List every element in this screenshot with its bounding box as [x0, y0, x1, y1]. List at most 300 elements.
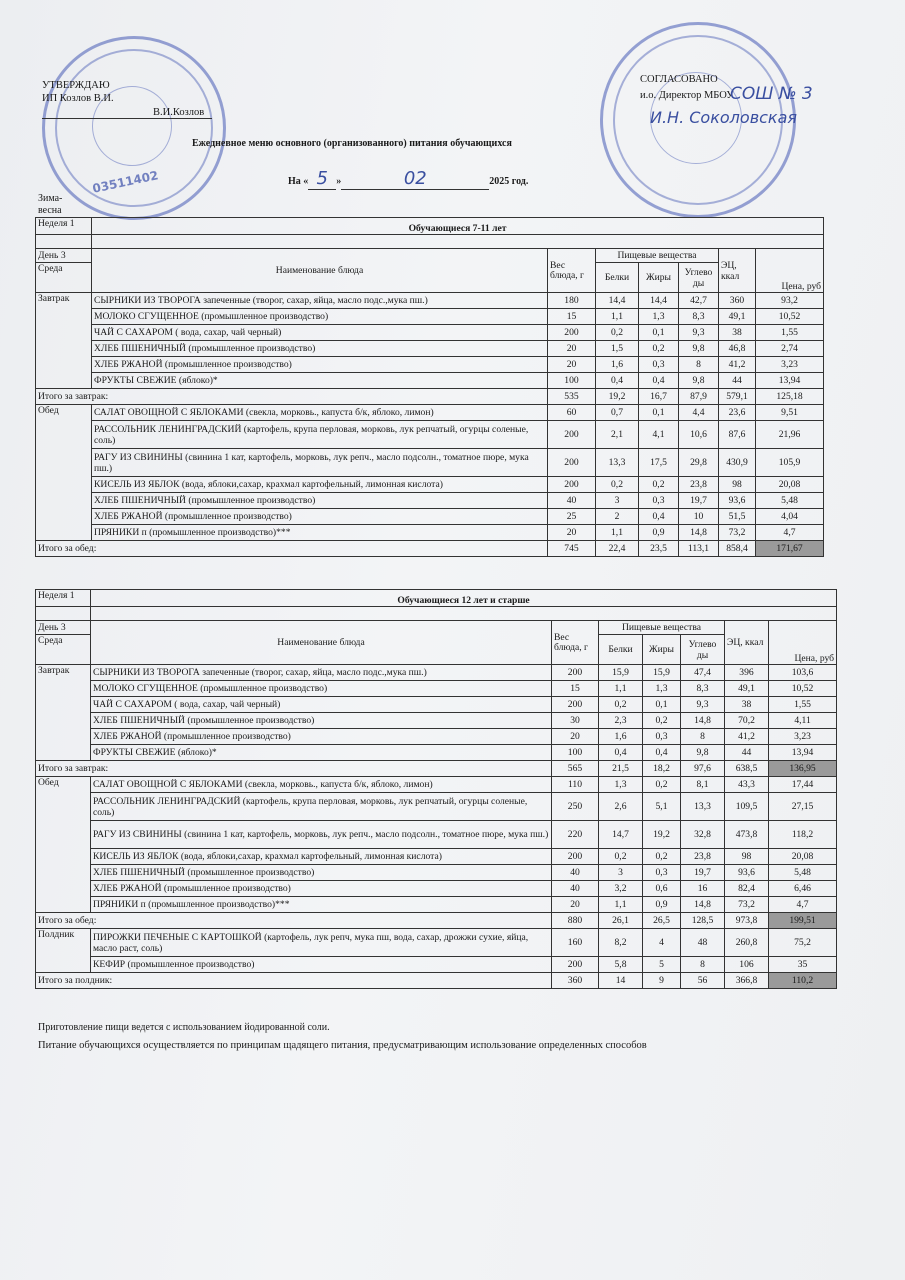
total-weight: 535 [548, 389, 596, 405]
dish-name: КИСЕЛЬ ИЗ ЯБЛОК (вода, яблоки,сахар, крахмал картофельный, лимонная кислота) [92, 477, 548, 493]
dish-weight: 40 [552, 881, 599, 897]
total-weight: 565 [552, 761, 599, 777]
dish-name: КЕФИР (промышленное производство) [91, 957, 552, 973]
dish-price: 21,96 [756, 421, 824, 449]
approved-label: УТВЕРЖДАЮ [42, 80, 110, 91]
table-row [36, 493, 824, 509]
total-energy: 366,8 [725, 973, 769, 989]
col-nutrients: Пищевые вещества [596, 249, 719, 263]
dish-name: ХЛЕБ РЖАНОЙ (промышленное производство) [92, 357, 548, 373]
dish-carbs: 32,8 [681, 821, 725, 849]
table-row [36, 373, 824, 389]
table-row [36, 309, 824, 325]
total-carbs: 97,6 [681, 761, 725, 777]
dish-fat: 1,3 [639, 309, 679, 325]
total-energy: 858,4 [719, 541, 756, 557]
dish-name: ЧАЙ С САХАРОМ ( вода, сахар, чай черный) [91, 697, 552, 713]
dish-energy: 93,6 [725, 865, 769, 881]
dish-weight: 200 [552, 849, 599, 865]
table-row [36, 665, 837, 681]
table-row [36, 325, 824, 341]
dish-weight: 40 [548, 493, 596, 509]
dish-weight: 200 [552, 697, 599, 713]
dish-carbs: 48 [681, 929, 725, 957]
dish-weight: 20 [548, 341, 596, 357]
dish-weight: 40 [552, 865, 599, 881]
dish-price: 3,23 [769, 729, 837, 745]
left-stamp-number: 03511402 [91, 168, 160, 196]
total-price: 136,95 [769, 761, 837, 777]
table-row [36, 849, 837, 865]
dish-name: ХЛЕБ ПШЕНИЧНЫЙ (промышленное производство) [91, 865, 552, 881]
dish-protein: 2 [596, 509, 639, 525]
blank-cell [36, 607, 91, 621]
agreed-label: СОГЛАСОВАНО [640, 74, 718, 85]
dish-price: 4,7 [756, 525, 824, 541]
dish-carbs: 8,1 [681, 777, 725, 793]
dish-protein: 0,2 [596, 325, 639, 341]
date-prefix: На « [288, 176, 309, 187]
dish-carbs: 9,8 [679, 373, 719, 389]
dish-price: 6,46 [769, 881, 837, 897]
dish-energy: 360 [719, 293, 756, 309]
dish-name: ПИРОЖКИ ПЕЧЕНЫЕ С КАРТОШКОЙ (картофель, лук репч, мука пш, вода, сахар, дрожжи сухие, яйца, масло раст, соль) [91, 929, 552, 957]
table-row [36, 341, 824, 357]
dish-price: 3,23 [756, 357, 824, 373]
dish-energy: 473,8 [725, 821, 769, 849]
approved-org: ИП Козлов В.И. [42, 93, 114, 104]
dish-weight: 15 [548, 309, 596, 325]
dish-carbs: 9,8 [681, 745, 725, 761]
dish-fat: 0,9 [643, 897, 681, 913]
agreed-signature-icon: И.Н. Соколовская [650, 108, 798, 127]
dish-fat: 0,2 [643, 777, 681, 793]
dish-price: 5,48 [769, 865, 837, 881]
col-carbs: Углево ды [679, 263, 719, 293]
date-line [288, 168, 528, 190]
dish-energy: 38 [725, 697, 769, 713]
table-row [36, 525, 824, 541]
total-label: Итого за обед: [36, 913, 552, 929]
dish-weight: 250 [552, 793, 599, 821]
dish-weight: 160 [552, 929, 599, 957]
dish-name: ХЛЕБ РЖАНОЙ (промышленное производство) [91, 881, 552, 897]
dish-carbs: 14,8 [681, 713, 725, 729]
dish-price: 20,08 [769, 849, 837, 865]
table-row [36, 777, 837, 793]
dish-price: 27,15 [769, 793, 837, 821]
dish-weight: 25 [548, 509, 596, 525]
dish-price: 4,11 [769, 713, 837, 729]
dish-name: ХЛЕБ ПШЕНИЧНЫЙ (промышленное производство) [92, 341, 548, 357]
dish-price: 13,94 [769, 745, 837, 761]
dish-protein: 0,2 [596, 477, 639, 493]
table-row [36, 897, 837, 913]
dish-protein: 3,2 [599, 881, 643, 897]
dish-fat: 0,6 [643, 881, 681, 897]
dish-energy: 73,2 [719, 525, 756, 541]
total-label: Итого за завтрак: [36, 761, 552, 777]
dish-fat: 0,9 [639, 525, 679, 541]
table-row [36, 449, 824, 477]
dish-weight: 100 [552, 745, 599, 761]
dish-price: 1,55 [756, 325, 824, 341]
dish-protein: 3 [596, 493, 639, 509]
dish-fat: 0,4 [639, 373, 679, 389]
dish-energy: 98 [725, 849, 769, 865]
dish-weight: 200 [552, 957, 599, 973]
table-row [36, 881, 837, 897]
menu-table-12-plus [35, 589, 837, 989]
total-fat: 23,5 [639, 541, 679, 557]
dish-fat: 4 [643, 929, 681, 957]
dish-price: 20,08 [756, 477, 824, 493]
total-row [36, 541, 824, 557]
dish-fat: 0,3 [643, 729, 681, 745]
approved-signer: В.И.Козлов [153, 107, 205, 118]
dish-protein: 0,7 [596, 405, 639, 421]
dish-fat: 0,2 [643, 713, 681, 729]
dish-protein: 2,6 [599, 793, 643, 821]
total-protein: 26,1 [599, 913, 643, 929]
table-row [36, 713, 837, 729]
col-price: Цена, руб [756, 249, 824, 293]
dish-weight: 20 [552, 897, 599, 913]
approved-block [42, 79, 114, 105]
dish-energy: 44 [725, 745, 769, 761]
dish-protein: 1,1 [599, 681, 643, 697]
dish-energy: 93,6 [719, 493, 756, 509]
dish-fat: 17,5 [639, 449, 679, 477]
dish-weight: 30 [552, 713, 599, 729]
week-label: Неделя 1 [36, 218, 92, 235]
date-day: 5 [308, 168, 336, 190]
footer-note-diet: Питание обучающихся осуществляется по принципам щадящего питания, предусматривающим использование определенных способов [38, 1040, 647, 1051]
table-row [36, 697, 837, 713]
table-row [36, 821, 837, 849]
dish-energy: 43,3 [725, 777, 769, 793]
week-label: Неделя 1 [36, 590, 91, 607]
total-fat: 18,2 [643, 761, 681, 777]
dish-price: 118,2 [769, 821, 837, 849]
total-row [36, 973, 837, 989]
date-month: 02 [341, 168, 489, 190]
dish-name: РАССОЛЬНИК ЛЕНИНГРАДСКИЙ (картофель, крупа перловая, морковь, лук репчатый, огурцы соленые, соль) [92, 421, 548, 449]
total-weight: 880 [552, 913, 599, 929]
dish-price: 9,51 [756, 405, 824, 421]
total-fat: 9 [643, 973, 681, 989]
dish-weight: 20 [548, 357, 596, 373]
total-weight: 745 [548, 541, 596, 557]
dish-price: 35 [769, 957, 837, 973]
total-energy: 638,5 [725, 761, 769, 777]
dish-energy: 87,6 [719, 421, 756, 449]
dish-energy: 44 [719, 373, 756, 389]
dish-protein: 1,6 [599, 729, 643, 745]
dish-fat: 0,2 [643, 849, 681, 865]
col-dish-name: Наименование блюда [92, 249, 548, 293]
menu-table-7-11 [35, 217, 824, 557]
agreed-org: и.о. Директор МБОУ [640, 90, 734, 101]
dish-fat: 0,2 [639, 341, 679, 357]
table-row [36, 957, 837, 973]
dish-name: ХЛЕБ ПШЕНИЧНЫЙ (промышленное производство) [91, 713, 552, 729]
dish-weight: 200 [548, 449, 596, 477]
meal-name: Завтрак [36, 293, 92, 389]
dish-carbs: 14,8 [681, 897, 725, 913]
dish-energy: 49,1 [725, 681, 769, 697]
dish-weight: 200 [552, 665, 599, 681]
dish-fat: 0,3 [639, 493, 679, 509]
agreed-block [640, 73, 734, 102]
dish-protein: 5,8 [599, 957, 643, 973]
table-row [36, 293, 824, 309]
dish-fat: 14,4 [639, 293, 679, 309]
dish-energy: 51,5 [719, 509, 756, 525]
col-nutrients: Пищевые вещества [599, 621, 725, 635]
date-mid: » [336, 176, 342, 187]
blank-cell [92, 235, 824, 249]
dish-energy: 41,2 [719, 357, 756, 373]
col-fat: Жиры [643, 635, 681, 665]
table-row [36, 477, 824, 493]
dish-carbs: 16 [681, 881, 725, 897]
dish-fat: 0,4 [643, 745, 681, 761]
col-fat: Жиры [639, 263, 679, 293]
table-row [36, 357, 824, 373]
dish-price: 17,44 [769, 777, 837, 793]
table-row [36, 421, 824, 449]
total-protein: 14 [599, 973, 643, 989]
dish-protein: 0,2 [599, 849, 643, 865]
total-weight: 360 [552, 973, 599, 989]
col-weight: Вес блюда, г [552, 621, 599, 665]
dish-protein: 8,2 [599, 929, 643, 957]
dish-carbs: 13,3 [681, 793, 725, 821]
dish-energy: 41,2 [725, 729, 769, 745]
dish-price: 10,52 [756, 309, 824, 325]
dish-fat: 15,9 [643, 665, 681, 681]
dish-energy: 46,8 [719, 341, 756, 357]
col-protein: Белки [596, 263, 639, 293]
meal-name: Обед [36, 405, 92, 541]
dish-carbs: 9,8 [679, 341, 719, 357]
dish-name: РАГУ ИЗ СВИНИНЫ (свинина 1 кат, картофель, морковь, лук репч., масло подсолн., томатное пюре, мука пш.) [91, 821, 552, 849]
dish-carbs: 19,7 [679, 493, 719, 509]
col-dish-name: Наименование блюда [91, 621, 552, 665]
total-fat: 16,7 [639, 389, 679, 405]
dish-name: РАГУ ИЗ СВИНИНЫ (свинина 1 кат, картофель, морковь, лук репч., масло подсолн., томатное пюре, мука пш.) [92, 449, 548, 477]
meal-name: Обед [36, 777, 91, 913]
dish-protein: 1,5 [596, 341, 639, 357]
dish-energy: 82,4 [725, 881, 769, 897]
dish-fat: 0,2 [639, 477, 679, 493]
dish-carbs: 10,6 [679, 421, 719, 449]
dish-weight: 180 [548, 293, 596, 309]
table-row [36, 865, 837, 881]
table-row [36, 405, 824, 421]
dish-weight: 220 [552, 821, 599, 849]
dish-protein: 0,4 [599, 745, 643, 761]
weekday-label: Среда [36, 635, 91, 665]
dish-energy: 23,6 [719, 405, 756, 421]
dish-price: 1,55 [769, 697, 837, 713]
dish-energy: 106 [725, 957, 769, 973]
total-price: 171,67 [756, 541, 824, 557]
dish-energy: 109,5 [725, 793, 769, 821]
total-carbs: 113,1 [679, 541, 719, 557]
dish-protein: 1,6 [596, 357, 639, 373]
dish-name: СЫРНИКИ ИЗ ТВОРОГА запеченные (творог, сахар, яйца, масло подс.,мука пш.) [92, 293, 548, 309]
dish-name: МОЛОКО СГУЩЕННОЕ (промышленное производство) [91, 681, 552, 697]
dish-carbs: 42,7 [679, 293, 719, 309]
total-carbs: 56 [681, 973, 725, 989]
dish-protein: 15,9 [599, 665, 643, 681]
dish-price: 4,7 [769, 897, 837, 913]
dish-name: МОЛОКО СГУЩЕННОЕ (промышленное производство) [92, 309, 548, 325]
table-row [36, 681, 837, 697]
col-energy: ЭЦ, ккал [725, 621, 769, 665]
group-title: Обучающиеся 12 лет и старше [91, 590, 837, 607]
dish-weight: 200 [548, 421, 596, 449]
dish-carbs: 10 [679, 509, 719, 525]
dish-protein: 1,1 [596, 525, 639, 541]
dish-name: ФРУКТЫ СВЕЖИЕ (яблоко)* [91, 745, 552, 761]
dish-fat: 0,4 [639, 509, 679, 525]
dish-fat: 0,1 [639, 405, 679, 421]
total-carbs: 87,9 [679, 389, 719, 405]
dish-price: 5,48 [756, 493, 824, 509]
dish-carbs: 8 [679, 357, 719, 373]
dish-protein: 14,4 [596, 293, 639, 309]
dish-protein: 13,3 [596, 449, 639, 477]
dish-carbs: 8,3 [681, 681, 725, 697]
dish-price: 105,9 [756, 449, 824, 477]
dish-name: САЛАТ ОВОЩНОЙ С ЯБЛОКАМИ (свекла, морковь., капуста б/к, яблоко, лимон) [92, 405, 548, 421]
dish-carbs: 19,7 [681, 865, 725, 881]
dish-price: 2,74 [756, 341, 824, 357]
total-price: 125,18 [756, 389, 824, 405]
dish-energy: 430,9 [719, 449, 756, 477]
table-row [36, 729, 837, 745]
dish-name: РАССОЛЬНИК ЛЕНИНГРАДСКИЙ (картофель, крупа перловая, морковь, лук репчатый, огурцы соленые, соль) [91, 793, 552, 821]
dish-price: 13,94 [756, 373, 824, 389]
dish-weight: 100 [548, 373, 596, 389]
dish-weight: 20 [552, 729, 599, 745]
dish-protein: 2,3 [599, 713, 643, 729]
dish-weight: 200 [548, 325, 596, 341]
col-protein: Белки [599, 635, 643, 665]
total-energy: 973,8 [725, 913, 769, 929]
dish-protein: 14,7 [599, 821, 643, 849]
page-title: Ежедневное меню основного (организованного) питания обучающихся [192, 138, 512, 149]
dish-price: 4,04 [756, 509, 824, 525]
dish-carbs: 14,8 [679, 525, 719, 541]
dish-energy: 49,1 [719, 309, 756, 325]
dish-name: САЛАТ ОВОЩНОЙ С ЯБЛОКАМИ (свекла, морковь., капуста б/к, яблоко, лимон) [91, 777, 552, 793]
dish-energy: 73,2 [725, 897, 769, 913]
total-label: Итого за завтрак: [36, 389, 548, 405]
day-label: День 3 [36, 249, 92, 263]
day-label: День 3 [36, 621, 91, 635]
dish-carbs: 23,8 [679, 477, 719, 493]
dish-carbs: 4,4 [679, 405, 719, 421]
dish-fat: 0,1 [639, 325, 679, 341]
total-row [36, 761, 837, 777]
dish-fat: 4,1 [639, 421, 679, 449]
dish-fat: 5 [643, 957, 681, 973]
total-label: Итого за полдник: [36, 973, 552, 989]
dish-price: 93,2 [756, 293, 824, 309]
total-label: Итого за обед: [36, 541, 548, 557]
table-row [36, 793, 837, 821]
season-label: Зима-весна [38, 193, 63, 216]
dish-protein: 3 [599, 865, 643, 881]
table-row [36, 509, 824, 525]
table-row [36, 929, 837, 957]
col-carbs: Углево ды [681, 635, 725, 665]
meal-name: Полдник [36, 929, 91, 973]
dish-name: ФРУКТЫ СВЕЖИЕ (яблоко)* [92, 373, 548, 389]
dish-carbs: 9,3 [679, 325, 719, 341]
agreed-handwritten-school: СОШ № 3 [730, 84, 813, 104]
dish-protein: 1,3 [599, 777, 643, 793]
dish-weight: 20 [548, 525, 596, 541]
dish-protein: 1,1 [599, 897, 643, 913]
dish-name: СЫРНИКИ ИЗ ТВОРОГА запеченные (творог, сахар, яйца, масло подс.,мука пш.) [91, 665, 552, 681]
dish-protein: 0,2 [599, 697, 643, 713]
weekday-label: Среда [36, 263, 92, 293]
dish-energy: 70,2 [725, 713, 769, 729]
dish-protein: 1,1 [596, 309, 639, 325]
dish-carbs: 9,3 [681, 697, 725, 713]
col-weight: Вес блюда, г [548, 249, 596, 293]
table-row [36, 745, 837, 761]
blank-cell [91, 607, 837, 621]
dish-name: ПРЯНИКИ п (промышленное производство)*** [91, 897, 552, 913]
dish-energy: 396 [725, 665, 769, 681]
dish-name: КИСЕЛЬ ИЗ ЯБЛОК (вода, яблоки,сахар, крахмал картофельный, лимонная кислота) [91, 849, 552, 865]
dish-name: ЧАЙ С САХАРОМ ( вода, сахар, чай черный) [92, 325, 548, 341]
dish-weight: 60 [548, 405, 596, 421]
dish-weight: 110 [552, 777, 599, 793]
dish-weight: 200 [548, 477, 596, 493]
total-protein: 21,5 [599, 761, 643, 777]
dish-energy: 260,8 [725, 929, 769, 957]
dish-price: 103,6 [769, 665, 837, 681]
dish-carbs: 29,8 [679, 449, 719, 477]
dish-carbs: 8 [681, 957, 725, 973]
dish-fat: 0,1 [643, 697, 681, 713]
total-row [36, 913, 837, 929]
blank-cell [36, 235, 92, 249]
total-energy: 579,1 [719, 389, 756, 405]
dish-protein: 2,1 [596, 421, 639, 449]
footer-note-iodized: Приготовление пищи ведется с использованием йодированной соли. [38, 1022, 330, 1033]
dish-price: 75,2 [769, 929, 837, 957]
dish-fat: 5,1 [643, 793, 681, 821]
dish-fat: 19,2 [643, 821, 681, 849]
dish-name: ХЛЕБ РЖАНОЙ (промышленное производство) [92, 509, 548, 525]
dish-name: ПРЯНИКИ п (промышленное производство)*** [92, 525, 548, 541]
total-price: 110,2 [769, 973, 837, 989]
dish-carbs: 23,8 [681, 849, 725, 865]
meal-name: Завтрак [36, 665, 91, 761]
group-title: Обучающиеся 7-11 лет [92, 218, 824, 235]
total-price: 199,51 [769, 913, 837, 929]
dish-carbs: 8,3 [679, 309, 719, 325]
date-suffix: 2025 год. [489, 176, 529, 187]
